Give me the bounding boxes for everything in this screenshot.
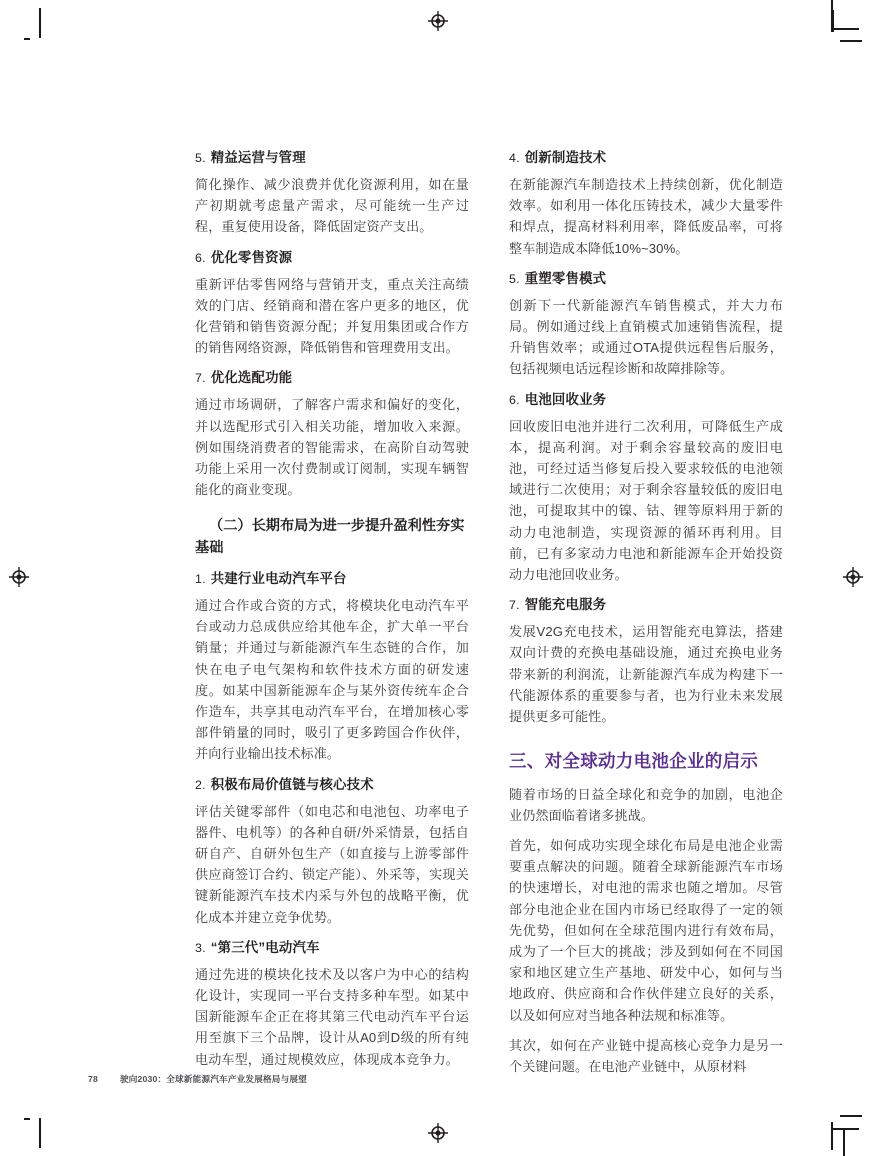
crop-mark-bottom-right-vertical-right: [843, 1128, 845, 1156]
body-paragraph: 通过先进的模块化技术及以客户为中心的结构化设计，实现同一平台支持多种车型。如某中国新能源车企正在将其第三代电动汽车平台运用至旗下三个品牌，设计从A0到D级的所有纯电动车型，通过规模效应，体现成本竞争力。: [195, 966, 469, 1067]
sub-heading-number: 6.: [509, 392, 520, 407]
registration-mark-top: [428, 11, 448, 31]
crop-mark-bottom-right-horizontal-lower: [831, 1128, 859, 1130]
body-paragraph: 重新评估零售网络与营销开支，重点关注高绩效的门店、经销商和潜在客户更多的地区，优化营销和销售资源分配；并复用集团或合作方的销售网络资源，降低销售和管理费用支出。: [195, 276, 469, 356]
left-column: [195, 148, 469, 1070]
body-paragraph: 首先，如何成功实现全球化布局是电池企业需要重点解决的问题。随着全球新能源汽车市场的快速增长，对电池的需求也随之增加。尽管部分电池企业在国内市场已经取得了一定的领先优势，但如何在全球范围内进行有效布局，成为了一个巨大的挑战；涉及到如何在不同国家和地区建立生产基地、研发中心，如何与当地政府、供应商和合作伙伴建立良好的关系，以及如何应对当地各种法规和标准等。: [509, 837, 783, 1023]
sub-heading: [509, 390, 783, 410]
sub-heading-title: 共建行业电动汽车平台: [210, 570, 347, 586]
sub-heading-number: 5.: [195, 151, 206, 165]
body-paragraph: 简化操作、减少浪费并优化资源利用，如在量产初期就考虑量产需求，尽可能统一生产过程，重复使用设备，降低固定资产支出。: [195, 176, 469, 235]
sub-heading: [195, 368, 469, 388]
sub-heading-title: 积极布局价值链与核心技术: [210, 776, 374, 792]
sub-heading-number: 4.: [509, 151, 520, 165]
body-paragraph: 通过合作或合资的方式，将模块化电动汽车平台或动力总成供应给其他车企，扩大单一平台销量；并通过与新能源汽车生态链的合作，加快在电子电气架构和软件技术方面的研发速度。如某中国新能源车企与某外资传统车企合作造车，共享其电动汽车平台，在增加核心零部件销量的同时，吸引了更多跨国合作伙伴，并向行业输出技术标准。: [195, 597, 469, 762]
body-paragraph: 其次，如何在产业链中提高核心竞争力是另一个关键问题。在电池产业链中，从原材料: [509, 1037, 783, 1075]
sub-heading: [509, 148, 783, 168]
body-paragraph: 评估关键零部件（如电芯和电池包、功率电子器件、电机等）的各种自研/外采情景，包括自研自产、自研外包生产（如直接与上游零部件供应商签订合约、锁定产能）、外采等，实现关键新能源汽车技术内采与外包的战略平衡，优化成本并建立竞争优势。: [195, 803, 469, 925]
sub-heading: [509, 269, 783, 289]
sub-heading: [195, 938, 469, 958]
group-heading: （二）长期布局为进一步提升盈利性夯实基础: [195, 518, 465, 556]
body-paragraph: 随着市场的日益全球化和竞争的加剧，电池企业仍然面临着诸多挑战。: [509, 786, 783, 823]
sub-heading: [195, 569, 469, 589]
sub-heading-number: 7.: [195, 371, 206, 386]
sub-heading-title: 优化选配功能: [210, 370, 293, 386]
sub-heading-number: 7.: [509, 598, 520, 613]
body-paragraph: 通过市场调研，了解客户需求和偏好的变化，并以选配形式引入相关功能，增加收入来源。例如围绕消费者的智能需求，在高阶自动驾驶功能上采用一次付费制或订阅制，实现车辆智能化的商业变现。: [195, 397, 469, 498]
crop-mark-top-left-vertical: [39, 8, 41, 38]
crop-mark-top-right-vertical-inner: [831, 28, 859, 30]
page-footer: [88, 1073, 307, 1085]
crop-mark-top-right-short-v: [832, 10, 834, 32]
sub-heading: [195, 148, 469, 168]
body-paragraph: 在新能源汽车制造技术上持续创新，优化制造效率。如利用一体化压铸技术，减少大量零件和焊点，提高材料利用率，降低废品率，可将整车制造成本降低10%~30%。: [509, 176, 783, 256]
crop-mark-bottom-left-vertical: [39, 1118, 41, 1148]
sub-heading-number: 5.: [509, 271, 520, 286]
sub-heading-number: 1.: [195, 571, 206, 586]
crop-mark-top-left-horizontal: [24, 38, 30, 40]
crop-mark-bottom-left-horizontal: [24, 1118, 30, 1120]
sub-heading-number: 6.: [195, 250, 206, 265]
section-heading: 三、对全球动力电池企业的启示: [509, 751, 759, 772]
registration-mark-left: [9, 567, 29, 587]
sub-heading: [195, 775, 469, 795]
body-paragraph: 回收废旧电池并进行二次利用，可降低生产成本，提高利润。对于剩余容量较高的废旧电池，可经过适当修复后投入要求较低的电池领域进行二次使用；对于剩余容量较低的废旧电池，可提取其中的镍、钴、锂等原料用于新的动力电池制造，实现资源的循环再利用。目前，已有多家动力电池和新能源车企开始投资动力电池回收业务。: [509, 418, 783, 582]
sub-heading-title: 创新制造技术: [524, 150, 607, 165]
sub-heading: [195, 248, 469, 268]
sub-heading-title: 智能充电服务: [524, 597, 607, 613]
registration-mark-bottom: [428, 1123, 448, 1143]
footer-running-title: 驶向2030：全球新能源汽车产业发展格局与展望: [119, 1074, 307, 1084]
body-paragraph: 创新下一代新能源汽车销售模式，并大力布局。例如通过线上直销模式加速销售流程，提升销售效率；或通过OTA提供远程售后服务，包括视频电话远程诊断和故障排除等。: [509, 297, 783, 377]
crop-mark-bottom-right-vertical-left: [831, 1122, 833, 1150]
sub-heading-title: 精益运营与管理: [210, 150, 306, 165]
sub-heading: [509, 595, 783, 615]
footer-page-number: 78: [88, 1074, 98, 1084]
body-paragraph: 发展V2G充电技术，运用智能充电算法，搭建双向计费的充换电基础设施，通过充换电业务带来新的利润流，让新能源汽车成为构建下一代能源体系的重要参与者，也为行业未来发展提供更多可能性。: [509, 624, 783, 724]
right-column: [509, 148, 783, 1077]
sub-heading-number: 2.: [195, 777, 206, 792]
crop-mark-top-right-tick-horizontal: [840, 40, 862, 42]
sub-heading-title: 重塑零售模式: [524, 270, 607, 286]
sub-heading-title: “第三代”电动汽车: [210, 939, 320, 955]
sub-heading-title: 电池回收业务: [524, 391, 607, 407]
sub-heading-title: 优化零售资源: [210, 249, 293, 265]
article-columns: [195, 148, 783, 1077]
sub-heading-number: 3.: [195, 940, 206, 955]
registration-mark-right: [843, 567, 863, 587]
crop-mark-bottom-right-horizontal-upper: [840, 1115, 862, 1117]
